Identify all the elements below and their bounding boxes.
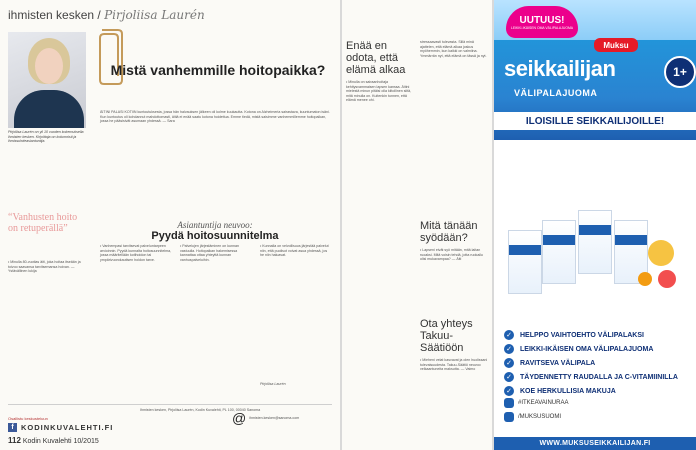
mid-column-3 — [420, 220, 488, 262]
ad-slogan: ILOISILLE SEIKKAILIJOILLE! — [494, 112, 696, 130]
check-icon: ✓ — [504, 330, 514, 340]
expert-heading-b: Pyydä hoitosuunnitelma — [151, 230, 279, 242]
social-row-1[interactable] — [504, 398, 568, 408]
social-text-2: /MUKSUSUOMI — [518, 414, 562, 420]
footer-rule — [8, 404, 332, 405]
footer-brand[interactable] — [8, 423, 113, 432]
article-column-3: • Kunnalla on velvollisuus järjestää palvelut niin, että puolisot voivat asua yhdessä, jos he niin haluavat. — [260, 244, 329, 258]
social-row-2[interactable] — [504, 412, 568, 422]
mid-text-4: • Mieheni velat kasvavat ja olen huolissani tulevaisuudesta. Takuu-Säätiö neuvoo velkaantuneita maksutta. — Vaimo — [420, 358, 488, 372]
fruit-orange — [638, 272, 652, 286]
magazine-name: Kodin Kuvalehti 10/2015 — [22, 438, 99, 445]
product-image — [498, 200, 694, 310]
mid-text-2: stressaavasti tulevasta. Sillä minä ajattelen, että elämä alkaa joskus myöhemmin, kun kaikki on valmiina. Ymmärrän nyt, että elämä on tässä ja nyt. — [420, 40, 487, 58]
check-icon: ✓ — [504, 344, 514, 354]
mid-text-3: • Lapseni eivät syö mitään, mitä laitan ruoaksi. Mitä voisin tehdä, jotta ruokailu olisi mukavampaa? — Äiti — [420, 248, 483, 262]
brand-text: KODINKUVALEHTI.FI — [21, 423, 114, 432]
mid-heading-2: Mitä tänään syödään? — [420, 220, 478, 244]
ad-top — [494, 0, 696, 140]
footer-email-text: ihmisten.kesken@sanoma.com — [249, 416, 300, 420]
article-column-2: • Palvelujen järjestäminen on kunnan vastuulla. Hoitopaikan hakemisessa kannattaa ottaa yhteyttä kunnan vanhuspalveluihin. — [180, 244, 239, 262]
check-icon: ✓ — [504, 372, 514, 382]
right-page-ad — [494, 0, 696, 450]
expert-heading-a: Asiantuntija neuvoo: — [177, 220, 253, 230]
benefit-item: ✓ TÄYDENNETTY RAUDALLA JA C-VITAMIINILLA — [504, 372, 690, 382]
pack-1 — [508, 230, 542, 294]
mid-column-2 — [420, 40, 488, 58]
pack-3 — [578, 210, 612, 274]
pack-2 — [542, 220, 576, 284]
uutuus-badge — [506, 6, 578, 38]
at-icon: @ — [232, 410, 247, 426]
social-text-1: #ITKEAVAINURAA — [518, 400, 569, 406]
pack-band — [509, 245, 541, 255]
column-header — [8, 8, 205, 22]
muksu-logo: Muksu — [594, 38, 638, 52]
expert-heading — [110, 220, 320, 242]
facebook-icon — [504, 412, 514, 422]
footer-address: Ihmisten kesken, Pirjoliisa Laurén, Kodin Kuvalehti, PL 100, 00040 Sanoma — [140, 408, 261, 412]
pull-quote: “Vanhusten hoito on retuperällä” — [8, 212, 78, 234]
ad[interactable] — [494, 0, 696, 450]
middle-page — [342, 0, 492, 450]
photo-face — [35, 48, 63, 84]
benefit-item: ✓ KOE HERKULLISIA MAKUJA — [504, 386, 690, 396]
photo-caption: Pirjoliisa Laurén on yli 10 vuoden kokemuksella ihmisten kesken. Kirjoittaja on kolumnisti ja ihmissuhdeasiantuntija. — [8, 130, 84, 144]
article-intro: ÄITINI PALASI KOTIIN kuntoutuksesta, jossa hän halvauksen jälkeen oli kolme kuukautta. Kotona on Alzheimeria sairastava, kuuntumaton isäni. Kun kuntoutus oli kohdannut mahdottomasti, äitiä ei enää saatu kotona hoidettua. Emme tiedä, mistä saisimme vanhemmillemme hoitopaikan, jossa he pääsisivät asumaan yhdessä. — Sara — [100, 110, 330, 124]
benefit-item: ✓ LEIKKI-IKÄISEN OMA VÄLIPALAJUOMA — [504, 344, 690, 354]
benefit-item: ✓ HELPPO VAIHTOEHTO VÄLIPALAKSI — [504, 330, 690, 340]
header-separator: / — [97, 8, 101, 22]
author-photo — [8, 32, 86, 128]
facebook-icon: f — [8, 423, 17, 432]
benefit-item: ✓ RAVITSEVA VÄLIPALA — [504, 358, 690, 368]
pack-band — [543, 235, 575, 245]
uutuus-text: UUTUUS! — [519, 14, 565, 26]
mid-heading-1: Enää en odota, että elämä alkaa — [346, 40, 406, 76]
benefit-list — [504, 330, 690, 400]
mid-column-1 — [346, 40, 414, 103]
header-signature: Pirjoliisa Laurén — [104, 8, 205, 22]
footer-email[interactable] — [232, 410, 299, 426]
article-title: Mistä vanhemmille hoitopaikka? — [110, 62, 326, 78]
ad-subtitle: VÄLIPALAJUOMA — [514, 88, 598, 98]
instagram-icon — [504, 398, 514, 408]
article-column-1: • Vanhempasi tarvitsevat palveluntarpeen arvioinnin. Pyydä kunnalta hoitosuunnitelma, jossa määritellään kotihoidon tai ympärivuorokautisen hoidon tarve. — [100, 244, 172, 262]
photo-body — [14, 90, 84, 128]
uutuus-subtext: LEIKKI-IKÄISEN OMA VÄLIPALAJUOMA — [510, 25, 574, 30]
left-column-text: • Minulla 80-vuotias äiti, joka hoitaa itseään ja toivoo saavansa tarvitsemansa hoivan. — Ystävällinen lukija — [8, 260, 81, 274]
pack-band — [579, 225, 611, 235]
article-signature: Pirjoliisa Laurén — [260, 382, 286, 386]
left-page — [0, 0, 340, 450]
ad-brand-title: seikkailijan — [504, 56, 616, 81]
social-links — [504, 398, 568, 422]
ad-url[interactable]: WWW.MUKSUSEIKKAILIJAN.FI — [494, 437, 696, 450]
page-number — [8, 436, 99, 445]
check-icon: ✓ — [504, 386, 514, 396]
fruit-strawberry — [658, 270, 676, 288]
check-icon: ✓ — [504, 358, 514, 368]
page-number-value: 112 — [8, 436, 21, 445]
header-text: ihmisten kesken — [8, 8, 95, 22]
fruit-banana — [648, 240, 674, 266]
mid-text-1: • Minulla on sairaanhoitaja kehitysvammaisen lapsen kanssa. Äitini mielestä minun pitäisi olla kiitollinen siitä, mitä minulla on. Kuitenkin tunnen, että elämä menee ohi. — [346, 80, 412, 103]
age-badge: 1+ — [664, 56, 696, 88]
mid-heading-3: Ota yhteys Takuu-Säätiöön — [420, 318, 473, 354]
footer-stripe: Osallistu keskusteluun — [8, 416, 48, 421]
pack-band — [615, 235, 647, 245]
mid-column-4 — [420, 318, 488, 372]
